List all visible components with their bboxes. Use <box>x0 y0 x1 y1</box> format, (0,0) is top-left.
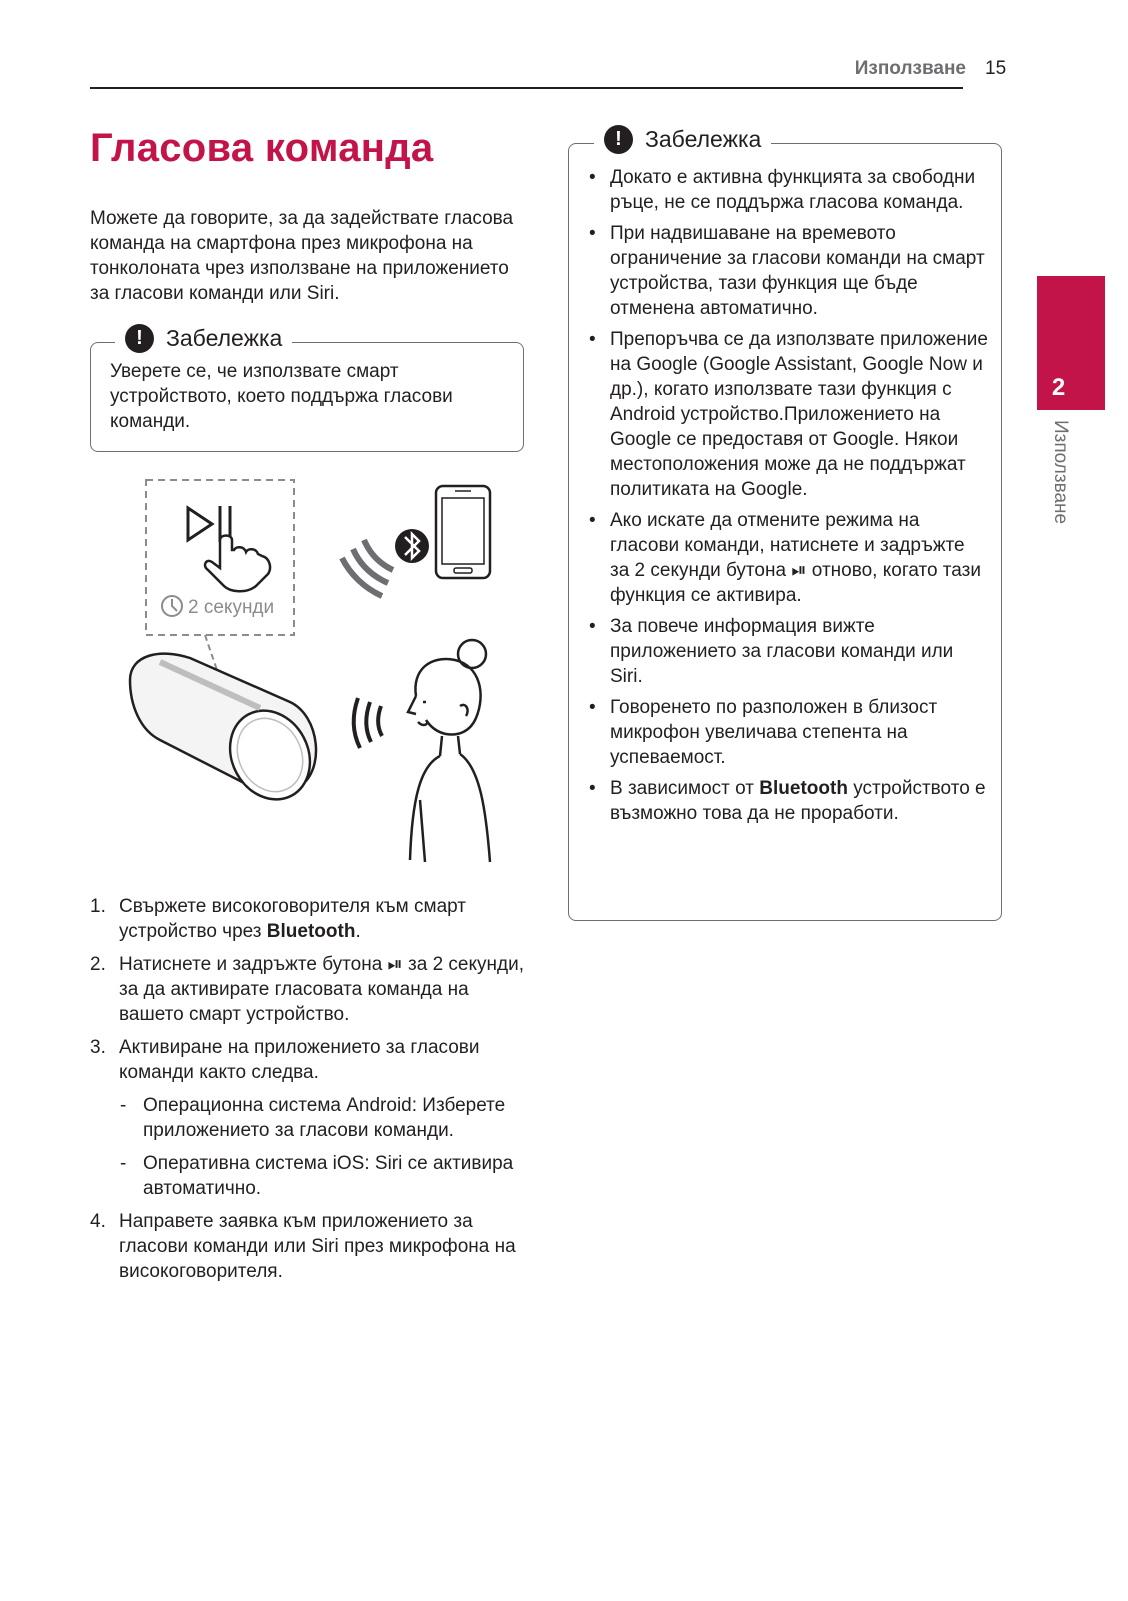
chapter-label: Използване <box>1050 420 1071 525</box>
exclamation-icon: ! <box>125 324 154 353</box>
page-title: Гласова команда <box>90 126 434 170</box>
sound-waves-to-phone <box>342 540 393 596</box>
sub-step-item: - Оперативна система iOS: Siri се активира автоматично. <box>119 1151 530 1201</box>
chapter-number: 2 <box>1051 374 1066 401</box>
exclamation-icon: ! <box>604 125 633 154</box>
person-illustration <box>408 640 490 862</box>
speaker-illustration <box>130 654 325 814</box>
voice-waves <box>354 698 382 748</box>
timer-label: 2 секунди <box>188 597 275 618</box>
note-list <box>584 165 989 832</box>
voice-command-illustration <box>120 470 505 870</box>
note-heading <box>594 125 771 154</box>
hand-icon <box>205 536 270 592</box>
intro-paragraph: Можете да говорите, за да задействате гласова команда на смартфона през микрофона на тонколоната чрез използване на приложението за гласови команди или Siri. <box>90 208 514 304</box>
note-heading-label: Забележка <box>645 126 762 152</box>
note-item: • Ако искате да отмените режима на гласови команди, натиснете и задръжте за 2 секунди бутона ⏯ отново, когато тази функция се активира. <box>584 508 989 608</box>
note-text: Уверете се, че използвате смарт устройството, което поддържа гласови команди. <box>110 361 453 432</box>
sub-step-item: - Операционна система Android: Изберете приложението за гласови команди. <box>119 1093 530 1143</box>
note-item: • При надвишаване на времевото ограничение за гласови команди на смарт устройства, тази функция ще бъде отменена автоматично. <box>584 221 989 321</box>
step-item: 3. Активиране на приложението за гласови команди както следва. - Операционна система Android: Изберете приложението за гласови команди. - Оперативна система iOS: Siri се активира автоматично. <box>90 1035 530 1201</box>
note-item: • Препоръчва се да използвате приложение на Google (Google Assistant, Google Now и др.), когато използвате тази функция с Android устройство.Приложението на Google се предоставя от Google. Някои местоположения може да не поддържат политиката на Google. <box>584 327 989 502</box>
note-heading-label: Забележка <box>166 325 283 351</box>
sub-steps-list <box>119 1093 530 1201</box>
header-rule <box>90 87 963 89</box>
header-section-title: Използване <box>854 58 966 79</box>
step-item: 1. Свържете високоговорителя към смарт устройство чрез Bluetooth. <box>90 896 466 942</box>
step-item: 4. Направете заявка към приложението за гласови команди или Siri през микрофона на високоговорителя. <box>90 1211 516 1282</box>
note-item: • Говоренето по разположен в близост микрофон увеличава степента на успеваемост. <box>584 695 989 770</box>
note-item: • За повече информация вижте приложението за гласови команди или Siri. <box>584 614 989 689</box>
page-number: 15 <box>985 58 1007 79</box>
note-heading <box>115 324 292 353</box>
note-item: • Докато е активна функцията за свободни ръце, не се поддържа гласова команда. <box>584 165 989 215</box>
smartphone-illustration <box>436 486 490 578</box>
step-item: 2. Натиснете и задръжте бутона ⏯ за 2 секунди, за да активирате гласовата команда на вашето смарт устройство. <box>90 954 524 1025</box>
steps-list <box>90 894 530 1292</box>
note-item: • В зависимост от Bluetooth устройството е възможно това да не проработи. <box>584 776 989 826</box>
